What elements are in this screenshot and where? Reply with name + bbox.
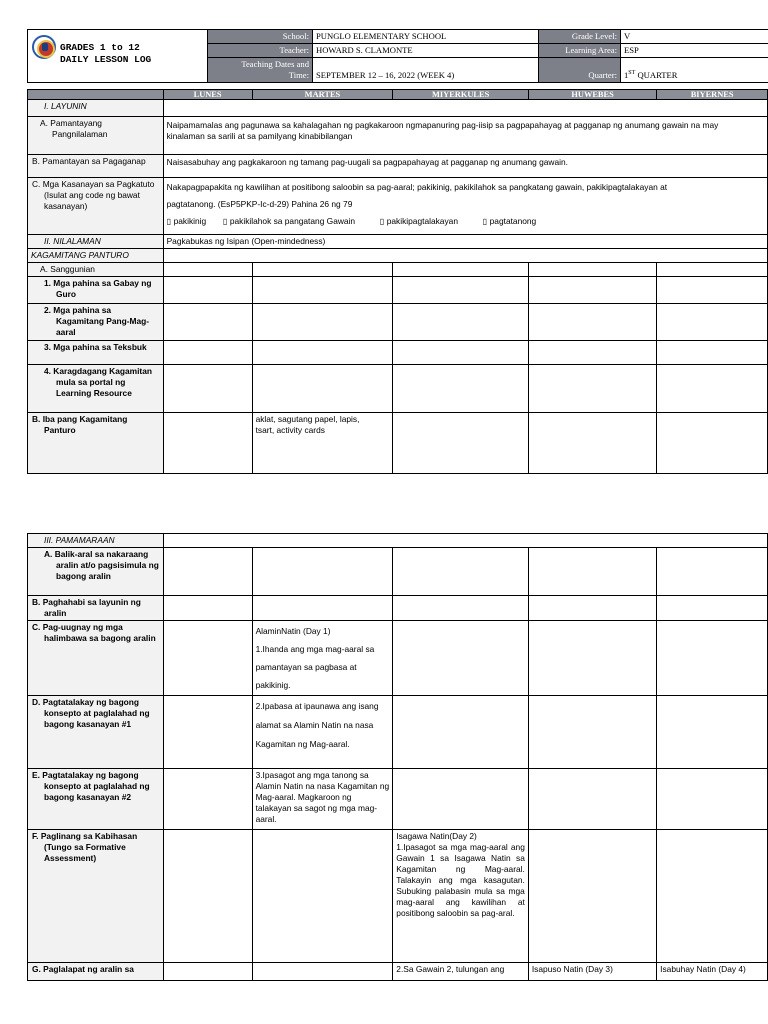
area-value: ESP <box>621 44 768 58</box>
cell <box>252 304 393 341</box>
cell <box>393 277 529 304</box>
cell <box>252 341 393 365</box>
kasanayan-item-3: pakikipagtalakayan <box>386 216 458 226</box>
school-value: PUNGLO ELEMENTARY SCHOOL <box>313 30 539 44</box>
quarter-number: 1 <box>624 70 629 80</box>
quarter-label: Quarter: <box>539 58 621 83</box>
day-header-martes: MARTES <box>252 90 393 100</box>
pamantayang-pangnilalaman-label: A. Pamantayang Pangnilalaman <box>28 117 164 155</box>
document-title <box>60 42 151 66</box>
cell <box>163 341 252 365</box>
cell <box>163 769 252 830</box>
cell <box>163 963 252 981</box>
title-line-2: DAILY LESSON LOG <box>60 54 152 65</box>
cell <box>528 596 656 621</box>
kagamitan-row <box>163 249 767 263</box>
procedure-table <box>27 533 768 981</box>
deped-seal-icon <box>32 35 56 59</box>
paglalapat-huwebes: Isapuso Natin (Day 3) <box>528 963 656 981</box>
alamin-natin-day1: AlaminNatin (Day 1) <box>255 626 331 636</box>
cell <box>657 769 768 830</box>
cell <box>252 830 393 963</box>
cell <box>657 696 768 769</box>
grade-value: V <box>621 30 768 44</box>
cell <box>528 341 656 365</box>
cell <box>657 413 768 474</box>
quarter-sup: ST <box>628 70 636 77</box>
kagamitang-mag-aaral-label: 2. Mga pahina sa Kagamitang Pang-Mag-aaral <box>28 304 164 341</box>
cell <box>393 341 529 365</box>
cell <box>657 341 768 365</box>
logo-cell <box>28 30 208 83</box>
paglalapat-miyerkules: 2.Sa Gawain 2, tulungan ang <box>393 963 529 981</box>
objectives-table <box>27 89 768 474</box>
cell <box>252 548 393 596</box>
cell <box>163 830 252 963</box>
paghahabi-label: B. Paghahabi sa layunin ng aralin <box>28 596 164 621</box>
cell <box>163 621 252 696</box>
cell <box>657 263 768 277</box>
pagtatalakay-2-label: E. Pagtatalakay ng bagong konsepto at paglalahad ng bagong kasanayan #2 <box>28 769 164 830</box>
cell <box>528 365 656 413</box>
dates-label <box>208 58 313 83</box>
title-line-1: GRADES 1 to 12 <box>60 42 140 53</box>
paglinang-miyerkules <box>393 830 529 963</box>
cell <box>393 596 529 621</box>
cell <box>528 263 656 277</box>
cell <box>393 548 529 596</box>
cell <box>163 696 252 769</box>
cell <box>163 263 252 277</box>
day-header-huwebes: HUWEBES <box>528 90 656 100</box>
paglinang-label: F. Paglinang sa Kabihasan (Tungo sa Formative Assessment) <box>28 830 164 963</box>
cell <box>252 263 393 277</box>
dates-value: SEPTEMBER 12 – 16, 2022 (WEEK 4) <box>313 58 539 83</box>
pangnilalaman-line-2: kinalaman sa sarili at sa pamilyang kinabibilangan <box>166 131 353 141</box>
teacher-value: HOWARD S. CLAMONTE <box>313 44 539 58</box>
iba-pang-kagamitan-label: B. Iba pang Kagamitang Panturo <box>28 413 164 474</box>
cell <box>252 365 393 413</box>
pag-uugnay-martes <box>252 621 393 696</box>
cell <box>393 621 529 696</box>
dates-label-line1: Teaching Dates and <box>241 59 309 69</box>
checkbox-icon: ▯ <box>482 217 488 226</box>
cell <box>657 304 768 341</box>
gabay-guro-label: 1. Mga pahina sa Gabay ng Guro <box>28 277 164 304</box>
cell <box>393 365 529 413</box>
iba-line-2: tsart, activity cards <box>255 425 325 435</box>
cell <box>528 277 656 304</box>
paglalapat-biyernes: Isabuhay Natin (Day 4) <box>657 963 768 981</box>
cell <box>163 596 252 621</box>
cell <box>528 696 656 769</box>
pamantayan-pagaganap-label: B. Pamantayan sa Pagaganap <box>28 155 164 178</box>
cell <box>163 277 252 304</box>
teksbuk-label: 3. Mga pahina sa Teksbuk <box>28 341 164 365</box>
checkbox-icon: ▯ <box>166 217 171 226</box>
school-label: School: <box>208 30 313 44</box>
cell <box>252 277 393 304</box>
paglinang-step1: 1.Ipasagot sa mga mag-aaral ang Gawain 1 sa Isagawa Natin sa Kagamitan ng Mag-aaral. Talakayin ang mga kasagutan. Subuking palabasin mula sa mga mag-aaral ang kawilihan at positibong saloobin sa pag-aral. <box>396 842 525 918</box>
day-header-miyerkules: MIYERKULES <box>393 90 529 100</box>
cell <box>528 413 656 474</box>
cell <box>393 769 529 830</box>
kasanayan-text <box>163 178 767 235</box>
cell <box>163 413 252 474</box>
teacher-label: Teacher: <box>208 44 313 58</box>
cell <box>657 277 768 304</box>
cell <box>657 365 768 413</box>
area-label: Learning Area: <box>539 44 621 58</box>
cell <box>393 413 529 474</box>
kasanayan-item-4: pagtatanong <box>489 216 537 226</box>
cell <box>252 596 393 621</box>
cell <box>528 769 656 830</box>
cell <box>528 548 656 596</box>
balik-aral-label: A. Balik-aral sa nakaraang aralin at/o pagsisimula ng bagong aralin <box>28 548 164 596</box>
day-header-blank <box>28 90 164 100</box>
kasanayan-item-1: pakikinig <box>173 216 207 226</box>
checkbox-icon: ▯ <box>379 217 385 226</box>
learning-resource-label: 4. Karagdagang Kagamitan mula sa portal ng Learning Resource <box>28 365 164 413</box>
pag-uugnay-label: C. Pag-uugnay ng mga halimbawa sa bagong aralin <box>28 621 164 696</box>
cell <box>528 621 656 696</box>
grade-label: Grade Level: <box>539 30 621 44</box>
pag-uugnay-step1: 1.Ihanda ang mga mag-aaral sa pamantayan sa pagbasa at pakikinig. <box>255 644 375 690</box>
cell <box>163 548 252 596</box>
cell <box>657 830 768 963</box>
cell <box>528 304 656 341</box>
header-table <box>27 29 768 83</box>
isagawa-natin-day2: Isagawa Natin(Day 2) <box>396 831 477 841</box>
nilalaman-text: Pagkabukas ng Isipan (Open-mindedness) <box>163 235 767 249</box>
layunin-row <box>163 100 767 117</box>
cell <box>657 548 768 596</box>
cell <box>163 304 252 341</box>
day-header-biyernes: BIYERNES <box>657 90 768 100</box>
pamantayan-pagaganap-text: Naisasabuhay ang pagkakaroon ng tamang pag-uugali sa pagpapahayag at pagganap ng anumang gawain. <box>163 155 767 178</box>
kasanayan-item-2: pakikilahok sa pangatang Gawain <box>229 216 356 226</box>
layunin-heading: I. LAYUNIN <box>28 100 164 117</box>
kasanayan-line-1: Nakapagpapakita ng kawilihan at positibong saloobin sa pag-aaral; pakikinig, pakikilahok sa pangkatang gawain, pakikipagtalakayan at <box>166 182 668 192</box>
cell <box>393 263 529 277</box>
kasanayan-line-2: pagtatanong. (EsP5PKP-Ic-d-29) Pahina 26 ng 79 <box>166 199 353 209</box>
pangnilalaman-line-1: Naipamamalas ang pagunawa sa kahalagahan ng pagkakaroon ngmapanuring pag-iisip sa pagpapahayag at pagganap ng anumang gawain na may <box>166 120 719 130</box>
kasanayan-label: C. Mga Kasanayan sa Pagkatuto (Isulat ang code ng bawat kasanayan) <box>28 178 164 235</box>
pagtatalakay-1-label: D. Pagtatalakay ng bagong konsepto at paglalahad ng bagong kasanayan #1 <box>28 696 164 769</box>
nilalaman-heading: II. NILALAMAN <box>28 235 164 249</box>
quarter-rest: QUARTER <box>635 70 678 80</box>
quarter-value <box>621 58 768 83</box>
cell <box>163 365 252 413</box>
pagtatalakay-2-martes: 3.Ipasagot ang mga tanong sa Alamin Natin na nasa Kagamitan ng Mag-aaral. Magkaroon ng talakayan sa sagot ng mga mag-aaral. <box>252 769 393 830</box>
kagamitan-heading: KAGAMITANG PANTURO <box>28 249 164 263</box>
cell <box>657 621 768 696</box>
checkbox-icon: ▯ <box>222 217 228 226</box>
cell <box>528 830 656 963</box>
paglalapat-label: G. Paglalapat ng aralin sa <box>28 963 164 981</box>
dates-label-line2: Time: <box>288 70 309 80</box>
cell <box>252 963 393 981</box>
iba-line-1: aklat, sagutang papel, lapis, <box>255 414 360 424</box>
sanggunian-label: A. Sanggunian <box>28 263 164 277</box>
iba-pang-kagamitan-martes <box>252 413 393 474</box>
pamamaraan-heading: III. PAMAMARAAN <box>28 534 164 548</box>
pamantayang-pangnilalaman-text <box>163 117 767 155</box>
cell <box>657 596 768 621</box>
cell <box>393 696 529 769</box>
kasanayan-items <box>167 213 764 230</box>
cell <box>393 304 529 341</box>
day-header-lunes: LUNES <box>163 90 252 100</box>
pamamaraan-row <box>163 534 767 548</box>
pagtatalakay-1-martes: 2.Ipabasa at ipaunawa ang isang alamat sa Alamin Natin na nasa Kagamitan ng Mag-aaral. <box>252 696 393 769</box>
